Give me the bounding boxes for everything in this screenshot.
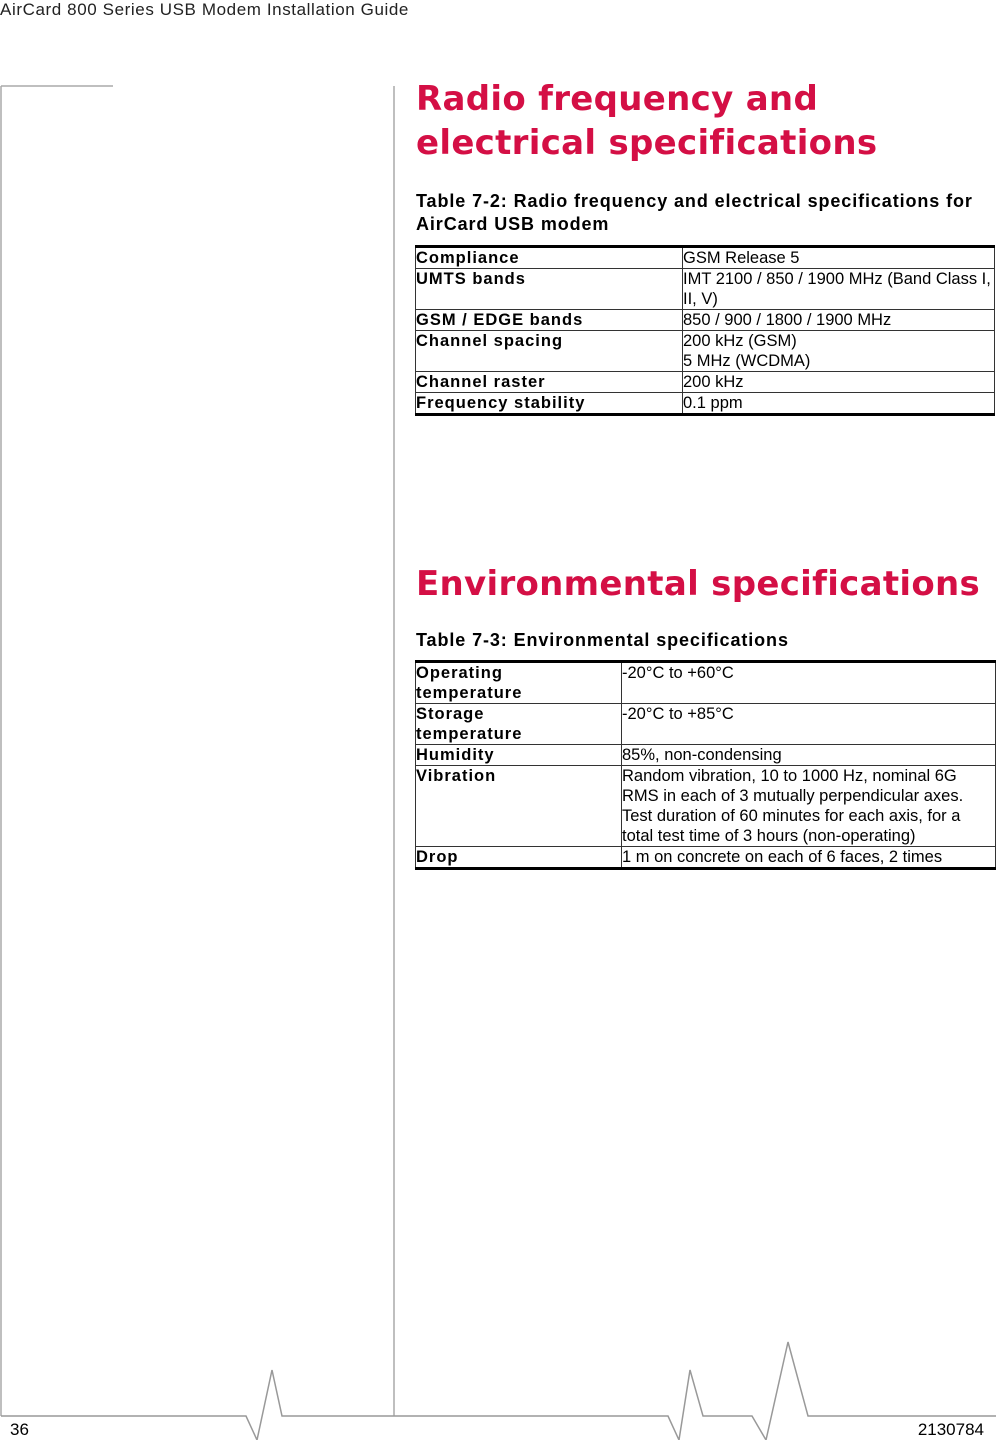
table-row bbox=[416, 766, 996, 847]
rf-spec-table bbox=[415, 245, 995, 416]
section-title-env: Environmental specifications bbox=[416, 564, 981, 604]
row-label: UMTS bands bbox=[416, 269, 683, 310]
table-caption-rf: Table 7-2: Radio frequency and electrical specifications for AirCard USB modem bbox=[416, 191, 973, 234]
row-label: Operating temperature bbox=[416, 662, 622, 704]
row-value: 200 kHz (GSM) 5 MHz (WCDMA) bbox=[683, 331, 995, 372]
row-value: GSM Release 5 bbox=[683, 247, 995, 269]
table-row bbox=[416, 393, 995, 415]
row-value: 850 / 900 / 1800 / 1900 MHz bbox=[683, 310, 995, 331]
row-value: -20°C to +60°C bbox=[622, 662, 996, 704]
row-label: Channel raster bbox=[416, 372, 683, 393]
row-label: Channel spacing bbox=[416, 331, 683, 372]
table-row bbox=[416, 247, 995, 269]
row-value: 200 kHz bbox=[683, 372, 995, 393]
table-row bbox=[416, 847, 996, 869]
environmental-spec-table bbox=[415, 660, 996, 870]
row-label: Storage temperature bbox=[416, 704, 622, 745]
row-label: Drop bbox=[416, 847, 622, 869]
row-value: Random vibration, 10 to 1000 Hz, nominal 6G RMS in each of 3 mutually perpendicular axes. Test duration of 60 minutes for each axis, for a total test time of 3 hours (non-operating) bbox=[622, 766, 996, 847]
row-value: IMT 2100 / 850 / 1900 MHz (Band Class I, II, V) bbox=[683, 269, 995, 310]
row-label: Frequency stability bbox=[416, 393, 683, 415]
table-row bbox=[416, 310, 995, 331]
row-value: -20°C to +85°C bbox=[622, 704, 996, 745]
table-row bbox=[416, 704, 996, 745]
row-value: 0.1 ppm bbox=[683, 393, 995, 415]
table-caption-env: Table 7-3: Environmental specifications bbox=[416, 630, 789, 650]
running-header: AirCard 800 Series USB Modem Installation Guide bbox=[0, 0, 409, 19]
row-label: Compliance bbox=[416, 247, 683, 269]
table-row bbox=[416, 662, 996, 704]
row-value: 85%, non-condensing bbox=[622, 745, 996, 766]
table-row bbox=[416, 269, 995, 310]
row-label: Vibration bbox=[416, 766, 622, 847]
document-number: 2130784 bbox=[917, 1420, 984, 1439]
table-row bbox=[416, 331, 995, 372]
table-row bbox=[416, 372, 995, 393]
row-value: 1 m on concrete on each of 6 faces, 2 times bbox=[622, 847, 996, 869]
row-label: Humidity bbox=[416, 745, 622, 766]
page-number: 36 bbox=[10, 1420, 29, 1439]
table-row bbox=[416, 745, 996, 766]
section-title-rf: Radio frequency and electrical specifications bbox=[416, 79, 878, 163]
row-label: GSM / EDGE bands bbox=[416, 310, 683, 331]
